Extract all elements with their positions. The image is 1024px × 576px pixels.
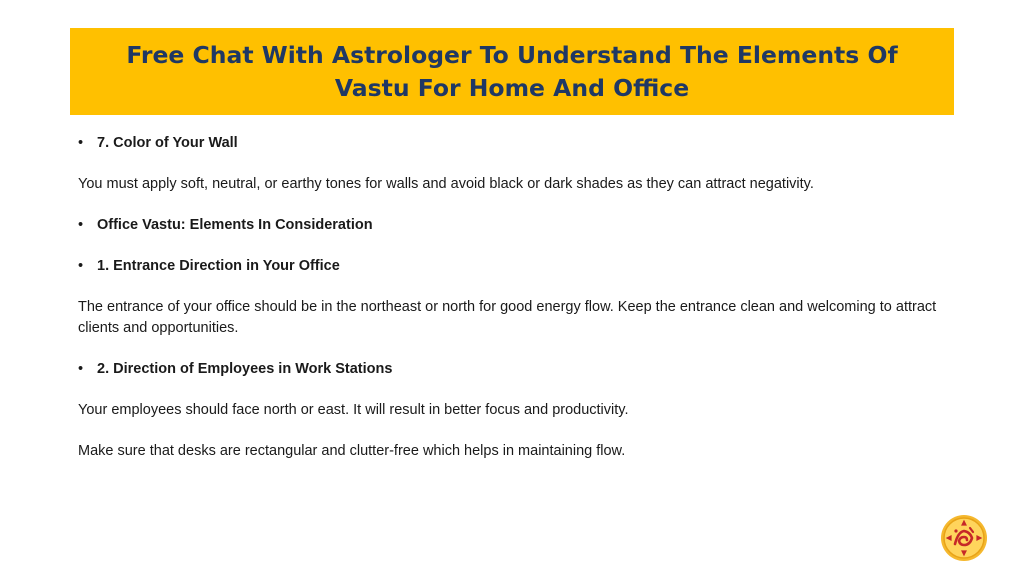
slide-title: Free Chat With Astrologer To Understand The Elements Of Vastu For Home And Office	[126, 40, 898, 102]
title-banner	[70, 28, 954, 115]
bullet-marker: •	[78, 258, 84, 274]
bullet-marker: •	[78, 361, 84, 377]
bullet-entrance-direction	[78, 256, 958, 277]
astrology-brand-logo-icon	[940, 514, 988, 562]
paragraph-desks: Make sure that desks are rectangular and clutter-free which helps in maintaining flow.	[78, 443, 626, 459]
paragraph-employees: Your employees should face north or east. It will result in better focus and productivity.	[78, 402, 629, 418]
bullet-color-of-wall	[78, 133, 958, 154]
bullet-text: Office Vastu: Elements In Consideration	[97, 217, 373, 233]
bullet-marker: •	[78, 135, 84, 151]
bullet-employee-direction	[78, 359, 958, 380]
slide-content	[78, 133, 958, 482]
bullet-text: 7. Color of Your Wall	[97, 135, 238, 151]
bullet-marker: •	[78, 217, 84, 233]
bullet-text: 1. Entrance Direction in Your Office	[97, 258, 340, 274]
bullet-text: 2. Direction of Employees in Work Stations	[97, 361, 393, 377]
paragraph-wall-tones: You must apply soft, neutral, or earthy tones for walls and avoid black or dark shades as they can attract negativity.	[78, 176, 814, 192]
bullet-office-vastu	[78, 215, 958, 236]
paragraph-entrance: The entrance of your office should be in the northeast or north for good energy flow. Keep the entrance clean and welcoming to attract clients and opportunities.	[78, 299, 937, 336]
